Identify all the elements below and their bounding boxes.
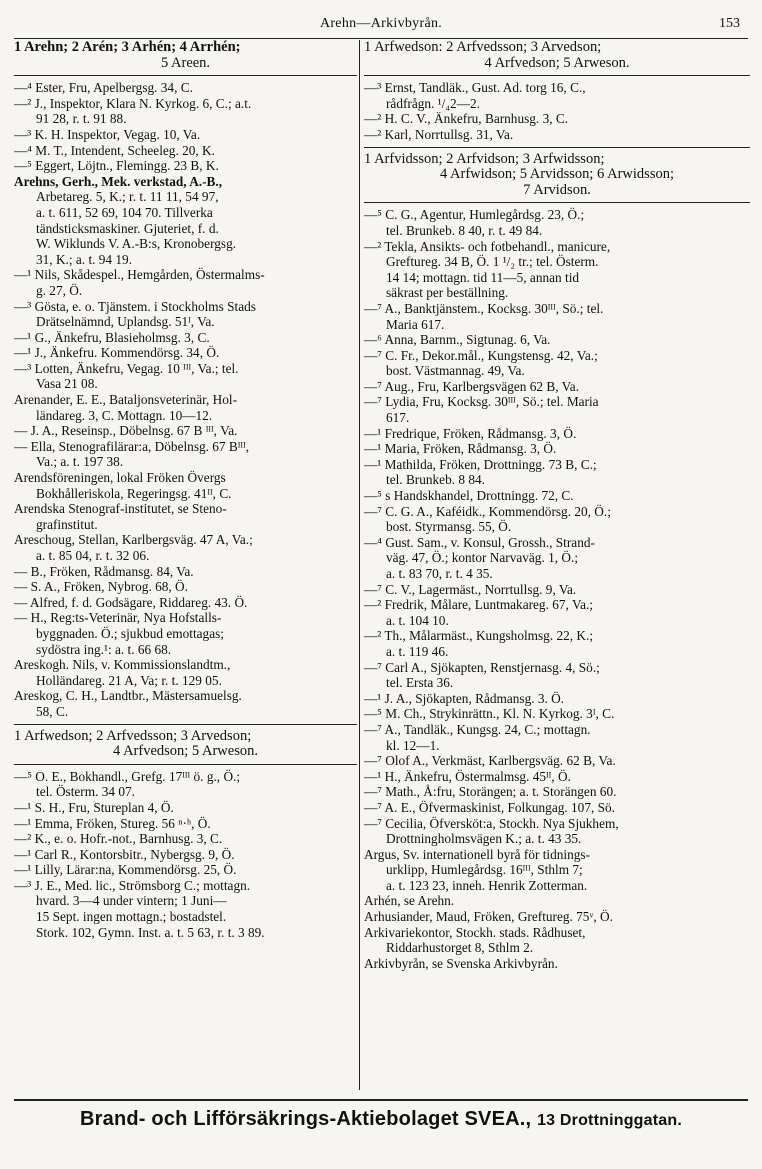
section-separator	[364, 202, 750, 203]
directory-line: a. t. 123 23, inneh. Henrik Zotterman.	[386, 877, 588, 893]
directory-line: 15 Sept. ingen mottagn.; bostadstel.	[36, 909, 227, 925]
footer-rule	[14, 1099, 748, 1101]
directory-line: —⁵ C. G., Agentur, Humlegårdsg. 23, Ö.;	[364, 207, 585, 223]
directory-line: kl. 12—1.	[386, 737, 440, 753]
directory-line: 14 14; mottagn. tid 11—5, annan tid	[386, 269, 580, 285]
directory-line: 91 28, r. t. 91 88.	[36, 111, 127, 127]
directory-line: —⁷ Lydia, Fru, Kocksg. 30ᴵᴵᴵ, Sö.; tel. Maria	[364, 394, 599, 410]
directory-line: Riddarhustorget 8, Sthlm 2.	[386, 940, 534, 956]
directory-line: Areskog, C. H., Landtbr., Mästersamuelsg.	[14, 688, 242, 704]
directory-line: —² K., e. o. Hofr.-not., Barnhusg. 3, C.	[14, 831, 223, 847]
directory-line: tel. Brunkeb. 8 40, r. t. 49 84.	[386, 222, 543, 238]
header-rule	[14, 38, 748, 39]
advertisement-footer	[14, 1104, 748, 1136]
section-heading: 4 Arfvedson; 5 Arweson.	[113, 744, 258, 760]
section-heading: 4 Arfwidson; 5 Arvidsson; 6 Arwidsson;	[439, 167, 675, 183]
directory-line: Arehns, Gerh., Mek. verkstad, A.-B.,	[14, 173, 223, 189]
directory-line: 58, C.	[36, 703, 69, 719]
directory-line: —⁵ Eggert, Löjtn., Flemingg. 23 B, K.	[14, 158, 219, 174]
directory-line: —⁷ A., Banktjänstem., Kocksg. 30ᴵᴵᴵ, Sö.; tel.	[364, 300, 604, 316]
directory-line: Drätselnämnd, Uplandsg. 51ᴵ, Va.	[36, 314, 215, 330]
page-header	[14, 16, 748, 34]
directory-line: Arendsföreningen, lokal Fröken Övergs	[14, 470, 226, 486]
directory-line: — H., Reg:ts-Veterinär, Nya Hofstalls-	[14, 610, 222, 626]
directory-line: —⁵ s Handskhandel, Drottningg. 72, C.	[364, 488, 574, 504]
section-heading: 1 Arfwedson; 2 Arfvedsson; 3 Arvedson;	[14, 728, 252, 744]
directory-line: —⁷ A., Tandläk., Kungsg. 24, C.; mottagn.	[364, 721, 591, 737]
directory-line: — Alfred, f. d. Godsägare, Riddareg. 43. Ö.	[14, 594, 248, 610]
directory-line: Holländareg. 21 A, Va; r. t. 129 05.	[36, 672, 222, 688]
directory-line: —⁶ Anna, Barnm., Sigtunag. 6, Va.	[364, 332, 551, 348]
directory-line: a. t. 83 70, r. t. 4 35.	[386, 566, 493, 581]
directory-line: —¹ Nils, Skådespel., Hemgården, Östermalms-	[14, 267, 265, 283]
directory-line: tel. Ersta 36.	[386, 675, 454, 691]
directory-line: bost. Styrmansg. 55, Ö.	[386, 519, 512, 535]
section-heading: 1 Arfwedson: 2 Arfvedsson; 3 Arvedson;	[364, 40, 602, 55]
directory-line: —¹ Maria, Fröken, Rådmansg. 3, Ö.	[364, 441, 557, 457]
directory-line: —⁷ C. G. A., Kaféidk., Kommendörsg. 20, Ö.;	[364, 503, 611, 519]
directory-line: Arbetareg. 5, K.; r. t. 11 11, 54 97,	[36, 189, 219, 205]
directory-line: —⁷ Cecilia, Öfversköt:a, Stockh. Nya Sjukhem,	[364, 815, 619, 831]
directory-line: — B., Fröken, Rådmansg. 84, Va.	[14, 563, 194, 579]
directory-line: bost. Västmannag. 49, Va.	[386, 363, 525, 379]
directory-line: Arkivbyrån, se Svenska Arkivbyrån.	[364, 955, 558, 971]
directory-line: tel. Österm. 34 07.	[36, 784, 135, 800]
directory-line: —⁷ C. Fr., Dekor.mål., Kungstensg. 42, Va.;	[364, 347, 598, 363]
directory-line: —¹ S. H., Fru, Stureplan 4, Ö.	[14, 799, 174, 815]
directory-line: 31, K.; a. t. 94 19.	[36, 251, 133, 267]
directory-line: —¹ Carl R., Kontorsbitr., Nybergsg. 9, Ö.	[14, 846, 235, 862]
directory-line: —⁴ Ester, Fru, Apelbergsg. 34, C.	[14, 80, 193, 96]
directory-line: —⁵ M. Ch., Strykinrättn., Kl. N. Kyrkog. 3ᴵ, C.	[364, 706, 615, 722]
section-heading: 7 Arvidson.	[523, 182, 591, 198]
directory-line: —⁷ Olof A., Verkmäst, Karlbergsväg. 62 B, Va.	[364, 753, 616, 769]
directory-line: a. t. 611, 52 69, 104 70. Tillverka	[36, 204, 213, 220]
section-separator	[14, 724, 357, 725]
directory-line: 617.	[386, 410, 410, 426]
directory-line: —¹ Emma, Fröken, Stureg. 56 ⁿ·ʰ, Ö.	[14, 815, 211, 831]
directory-line: grafinstitut.	[36, 516, 98, 532]
directory-line: —⁷ A. E., Öfvermaskinist, Folkungag. 107, Sö.	[364, 799, 615, 815]
page-number: 153	[719, 16, 740, 31]
directory-line: — S. A., Fröken, Nybrog. 68, Ö.	[14, 579, 188, 595]
directory-line: a. t. 85 04, r. t. 32 06.	[36, 548, 150, 563]
directory-line: väg. 47, Ö.; kontor Narvaväg. 1, Ö.;	[386, 550, 579, 566]
directory-line: —⁷ Math., Å:fru, Storängen; a. t. Storängen 60.	[364, 784, 617, 800]
section-separator	[364, 75, 750, 76]
section-separator	[364, 147, 750, 148]
section-separator	[14, 75, 357, 76]
directory-line: hvard. 3—4 under vintern; 1 Juni—	[36, 893, 227, 909]
directory-line: —¹ J., Änkefru. Kommendörsg. 34, Ö.	[14, 345, 220, 361]
directory-line: tel. Brunkeb. 8 84.	[386, 472, 485, 488]
directory-line: —⁵ O. E., Bokhandl., Grefg. 17ᴵᴵᴵ ö. g., Ö.;	[14, 768, 241, 784]
directory-line: —³ J. E., Med. lic., Strömsborg C.; mottagn.	[14, 877, 251, 893]
directory-line: a. t. 119 46.	[386, 643, 449, 659]
directory-line: Vasa 21 08.	[36, 376, 98, 392]
footer-advert-text: Brand- och Lifförsäkrings-Aktiebolaget SVEA.,	[80, 1108, 532, 1130]
directory-line: —² Tekla, Ansikts- och fotbehandl., manicure,	[364, 238, 611, 254]
column-divider	[359, 40, 360, 1090]
running-title: Arehn—Arkivbyrån.	[319, 16, 443, 31]
directory-line: —¹ J. A., Sjökapten, Rådmansg. 3. Ö.	[364, 690, 565, 706]
directory-line: —³ Ernst, Tandläk., Gust. Ad. torg 16, C.,	[364, 80, 586, 96]
directory-line: Va.; a. t. 197 38.	[36, 454, 124, 470]
directory-line: byggnaden. Ö.; sjukbud emottagas;	[36, 625, 224, 641]
directory-line: Arhén, se Arehn.	[364, 893, 455, 909]
directory-line: tändsticksmaskiner. Gjuteriet, f. d.	[36, 220, 219, 236]
directory-line: Bokhålleriskola, Regeringsg. 41ᴵᴵ, C.	[36, 485, 232, 501]
directory-line: —⁷ Aug., Fru, Karlbergsvägen 62 B, Va.	[364, 378, 580, 394]
section-heading: 5 Areen.	[160, 55, 211, 71]
directory-line: Arkivariekontor, Stockh. stads. Rådhuset,	[364, 924, 586, 940]
directory-line: —² J., Inspektor, Klara N. Kyrkog. 6, C.; a.t.	[14, 95, 252, 111]
section-separator	[14, 764, 357, 765]
directory-line: Argus, Sv. internationell byrå för tidnings-	[364, 846, 591, 862]
directory-line: rådfrågn. ¹/₄2—2.	[386, 95, 480, 111]
directory-line: Stork. 102, Gymn. Inst. a. t. 5 63, r. t. 3 89.	[36, 924, 265, 940]
directory-line: ländareg. 3, C. Mottagn. 10—12.	[36, 407, 213, 423]
directory-line: —² Th., Målarmäst., Kungsholmsg. 22, K.;	[364, 628, 594, 644]
directory-line: —⁷ Carl A., Sjökapten, Renstjernasg. 4, Sö.;	[364, 659, 600, 675]
directory-line: — Ella, Stenografilärar:a, Döbelnsg. 67 Bᴵᴵᴵ,	[14, 438, 250, 454]
directory-line: —² Fredrik, Målare, Luntmakareg. 67, Va.;	[364, 597, 593, 613]
directory-line: Drottningholmsvägen K.; a. t. 43 35.	[386, 831, 582, 847]
directory-line: —² H. C. V., Änkefru, Barnhusg. 3, C.	[364, 111, 569, 127]
directory-line: Arendska Stenograf-institutet, se Steno-	[14, 501, 227, 517]
section-heading: 1 Arehn; 2 Arén; 3 Arhén; 4 Arrhén;	[14, 40, 241, 55]
directory-line: —³ Lotten, Änkefru, Vegag. 10 ᴵᴵᴵ, Va.; tel.	[14, 360, 239, 376]
directory-line: —⁴ M. T., Intendent, Scheeleg. 20, K.	[14, 142, 215, 158]
directory-line: —¹ Lilly, Lärar:na, Kommendörsg. 25, Ö.	[14, 862, 237, 878]
directory-line: —¹ Fredrique, Fröken, Rådmansg. 3, Ö.	[364, 425, 577, 441]
directory-line: Areskogh. Nils, v. Kommissionslandtm.,	[14, 657, 231, 673]
directory-line: W. Wiklunds V. A.-B:s, Kronobergsg.	[36, 236, 237, 252]
left-column	[14, 40, 357, 940]
directory-line: Arenander, E. E., Bataljonsveterinär, Hol-	[14, 392, 238, 408]
directory-line: —⁷ C. V., Lagermäst., Norrtullsg. 9, Va.	[364, 581, 577, 597]
directory-line: —⁴ Gust. Sam., v. Konsul, Grossh., Strand-	[364, 534, 595, 550]
directory-line: Maria 617.	[386, 316, 445, 332]
section-heading: 1 Arfvidsson; 2 Arfvidson; 3 Arfwidsson;	[364, 151, 605, 167]
directory-line: —³ K. H. Inspektor, Vegag. 10, Va.	[14, 126, 201, 142]
directory-line: Arhusiander, Maud, Fröken, Greftureg. 75ᵛ, Ö.	[364, 909, 613, 925]
directory-line: —³ Gösta, e. o. Tjänstem. i Stockholms Stads	[14, 298, 256, 314]
directory-line: säkrast per beställning.	[386, 285, 509, 301]
directory-line: Greftureg. 34 B, Ö. 1 ¹/₂ tr.; tel. Österm.	[386, 254, 599, 270]
directory-line: —¹ G., Änkefru, Blasieholmsg. 3, C.	[14, 329, 210, 345]
directory-line: —¹ Mathilda, Fröken, Drottningg. 73 B, C.;	[364, 456, 597, 472]
right-column	[364, 40, 750, 971]
directory-line: — J. A., Reseinsp., Döbelnsg. 67 B ᴵᴵᴵ, Va.	[14, 423, 238, 439]
directory-line: —² Karl, Norrtullsg. 31, Va.	[364, 126, 514, 142]
directory-line: urklipp, Humlegårdsg. 16ᴵᴵᴵ, Sthlm 7;	[386, 862, 583, 878]
directory-line: sydöstra ing.¹: a. t. 66 68.	[36, 641, 172, 657]
footer-address: 13 Drottninggatan.	[537, 1112, 682, 1129]
section-heading: 4 Arfvedson; 5 Arweson.	[484, 55, 630, 71]
directory-line: g. 27, Ö.	[36, 282, 83, 298]
directory-line: Areschoug, Stellan, Karlbergsväg. 47 A, Va.;	[14, 532, 253, 548]
directory-line: a. t. 104 10.	[386, 612, 449, 628]
directory-line: —¹ H., Änkefru, Östermalmsg. 45ᴵᴵ, Ö.	[364, 768, 571, 784]
